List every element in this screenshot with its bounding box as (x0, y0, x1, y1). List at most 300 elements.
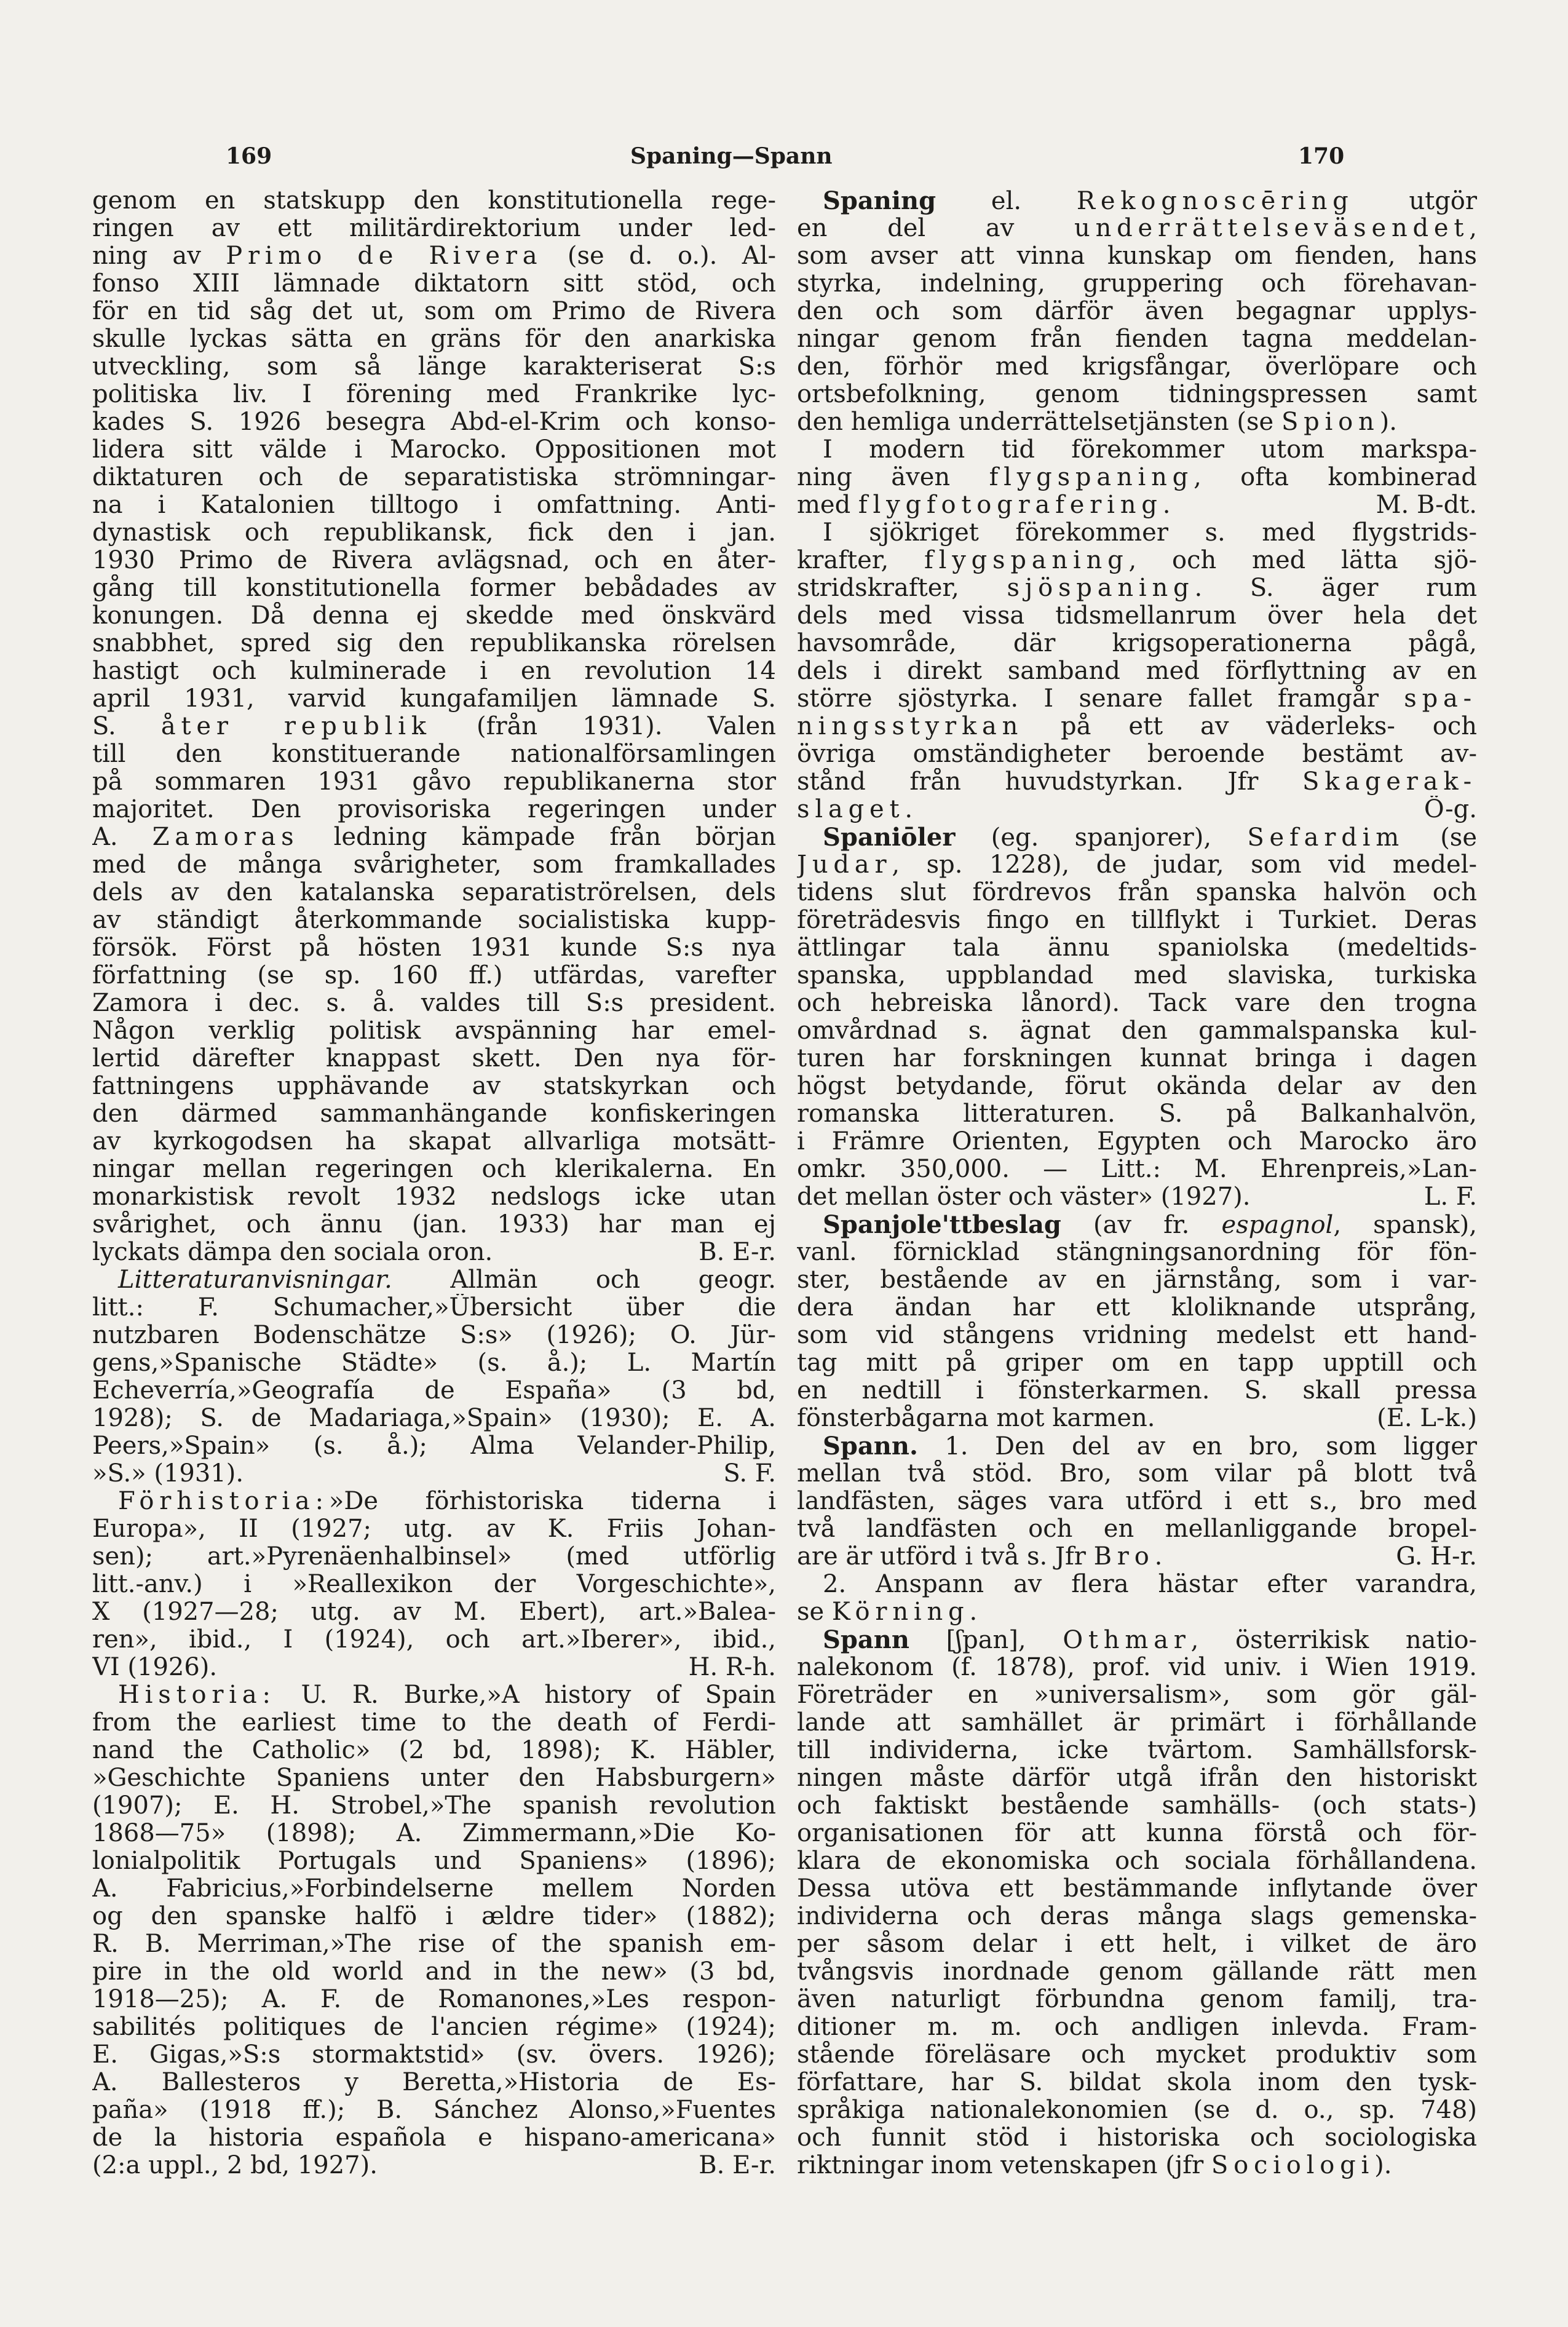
text-run: och hebreiska lånord). Tack vare den trogna (797, 989, 1477, 1017)
text-run: diktaturen och de separatistiska strömningar- (92, 464, 776, 491)
text-line (92, 1128, 776, 1156)
text-line (92, 1571, 776, 1598)
author-signature: (E. L-k.) (1377, 1405, 1477, 1432)
italic-term: Litteraturanvisningar. (118, 1266, 392, 1294)
text-run: ättlingar tala ännu spaniolska (medeltids- (797, 934, 1477, 962)
text-line (797, 1405, 1477, 1432)
text-run: i Främre Orienten, Egypten och Marocko äro (797, 1128, 1477, 1156)
text-run: mellan två stöd. Bro, som vilar på blott två (797, 1460, 1477, 1488)
text-run: tvångsvis inordnade genom gällande rätt men (797, 1958, 1477, 1986)
text-run: , ofta kombinerad (1194, 464, 1477, 491)
text-run: »De förhistoriska tiderna i (328, 1488, 776, 1515)
spaced-term: flygspaning (924, 547, 1129, 574)
text-run: krafter, (797, 547, 924, 574)
text-line (92, 879, 776, 906)
text-run: av ständigt återkommande socialistiska kupp- (92, 906, 776, 934)
text-run: (se (1404, 823, 1477, 851)
article-paragraph (797, 436, 1477, 519)
text-line (92, 381, 776, 408)
article-paragraph (797, 1626, 1477, 2179)
text-line (797, 547, 1477, 574)
text-line (797, 270, 1477, 298)
text-run: större sjöstyrka. I senare fallet framgår (797, 685, 1404, 713)
text-line (797, 1626, 1477, 1654)
text-line (797, 1045, 1477, 1072)
text-line (797, 2124, 1477, 2152)
spaced-term: spa- (1404, 685, 1477, 713)
author-signature: H. R-h. (688, 1654, 776, 1681)
article-paragraph (92, 1266, 776, 1488)
text-line (797, 768, 1477, 796)
author-signature: L. F. (1423, 1183, 1477, 1211)
text-line (797, 1820, 1477, 1847)
text-run: gens,»Spanische Städte» (s. å.); L. Martín (92, 1349, 776, 1377)
text-run: svårighet, och ännu (jan. 1933) har man ej (92, 1211, 776, 1239)
text-run: ). (1374, 2152, 1392, 2179)
text-line (797, 1764, 1477, 1792)
text-run: utveckling, som så länge karakteriserat S:s (92, 353, 776, 381)
text-run: genom en statskupp den konstitutionella rege- (92, 187, 776, 215)
text-run: (se d. o.). Al- (542, 242, 776, 270)
text-run: from the earliest time to the death of Ferdi- (92, 1709, 776, 1737)
text-run: de la historia española e hispano-americana» (92, 2124, 776, 2152)
text-line (797, 1709, 1477, 1737)
text-run: som vid stångens vridning medelst ett hand- (797, 1322, 1477, 1349)
text-line (92, 436, 776, 464)
text-run: till den konstituerande nationalförsamlingen (92, 740, 776, 768)
text-line (797, 2041, 1477, 2069)
text-run: utgör (1353, 187, 1477, 215)
text-line (92, 962, 776, 989)
text-run: snabbhet, spred sig den republikanska rörelsen (92, 630, 776, 657)
text-run: Någon verklig politisk avspänning har emel- (92, 1017, 776, 1045)
text-run: stående föreläsare och mycket produktiv som (797, 2041, 1477, 2069)
text-line (797, 685, 1477, 713)
text-line (92, 2069, 776, 2096)
text-line (797, 1986, 1477, 2013)
text-run: ortsbefolkning, genom tidningspressen samt (797, 381, 1477, 408)
text-run: språkiga nationalekonomien (se d. o., sp. 748) (797, 2096, 1477, 2124)
text-run: »S.» (1931). (92, 1460, 244, 1488)
text-line (797, 2069, 1477, 2096)
text-line (797, 381, 1477, 408)
article-paragraph (797, 1571, 1477, 1626)
text-line (92, 2096, 776, 2124)
text-run: E. Gigas,»S:s stormaktstid» (sv. övers. 1926); (92, 2041, 776, 2069)
text-run: S. (92, 713, 161, 740)
text-line (92, 1377, 776, 1405)
text-run: tidens slut fördrevos från spanska halvön och (797, 879, 1477, 906)
headword: Spanjole'ttbeslag (823, 1211, 1061, 1239)
text-run: individerna och deras många slags gemenska- (797, 1903, 1477, 1930)
spaced-term: Bro (1093, 1543, 1155, 1571)
text-run: konungen. Då denna ej skedde med önskvärd (92, 602, 776, 630)
text-run: ningen måste därför utgå ifrån den historiskt (797, 1764, 1477, 1792)
text-line (92, 1543, 776, 1571)
text-run: A. Fabricius,»Forbindelserne mellem Norden (92, 1875, 776, 1903)
text-line (92, 2124, 776, 2152)
text-run: . S. äger rum (1194, 574, 1477, 602)
text-run: högst betydande, förut okända delar av den (797, 1072, 1477, 1100)
text-line (92, 1488, 776, 1515)
text-line (797, 2096, 1477, 2124)
text-run: författning (se sp. 160 ff.) utfärdas, varefter (92, 962, 776, 989)
article-paragraph (797, 1432, 1477, 1571)
text-run: , sp. 1228), de judar, som vid medel- (892, 851, 1477, 879)
text-run: 1928); S. de Madariaga,»Spain» (1930); E. A. (92, 1405, 776, 1432)
text-line (92, 1100, 776, 1128)
text-line (797, 187, 1477, 215)
text-run: , och med lätta sjö- (1128, 547, 1477, 574)
text-line (92, 2013, 776, 2041)
text-run: landfästen, säges vara utförd i ett s., bro med (797, 1488, 1477, 1515)
text-line (797, 851, 1477, 879)
text-line (797, 1488, 1477, 1515)
text-line (797, 1156, 1477, 1183)
text-line (797, 1958, 1477, 1986)
author-signature: B. E-r. (699, 1239, 776, 1266)
text-line (92, 491, 776, 519)
text-line (797, 1737, 1477, 1764)
text-line (797, 1183, 1477, 1211)
page-number-left: 169 (226, 143, 272, 169)
text-line (797, 1847, 1477, 1875)
text-run: av kyrkogodsen ha skapat allvarliga motsätt- (92, 1128, 776, 1156)
text-run: Peers,»Spain» (s. å.); Alma Velander-Philip, (92, 1432, 776, 1460)
text-line (92, 906, 776, 934)
text-run: dels i direkt samband med förflyttning av en (797, 657, 1477, 685)
text-run: ren», ibid., I (1924), och art.»Iberer», ibid., (92, 1626, 776, 1654)
text-run: »Geschichte Spaniens unter den Habsburgern» (92, 1764, 776, 1792)
text-run: havsområde, där krigsoperationerna pågå, (797, 630, 1477, 657)
text-run: lonialpolitik Portugals und Spaniens» (1896); (92, 1847, 776, 1875)
text-run: lertid därefter knappast skett. Den nya för- (92, 1045, 776, 1072)
text-line (797, 1432, 1477, 1460)
text-line (797, 215, 1477, 242)
text-run: litt.: F. Schumacher,»Übersicht über die (92, 1294, 776, 1322)
spaced-term: Judar (797, 851, 892, 879)
text-line (92, 242, 776, 270)
text-line (797, 602, 1477, 630)
text-run: Echeverría,»Geografía de España» (3 bd, (92, 1377, 776, 1405)
text-run: omkr. 350,000. — Litt.: M. Ehrenpreis,»Lan- (797, 1156, 1477, 1183)
text-line (92, 2041, 776, 2069)
text-run: som avser att vinna kunskap om fienden, hans (797, 242, 1477, 270)
text-run: med (797, 491, 858, 519)
text-run: na i Katalonien tilltogo i omfattning. Anti- (92, 491, 776, 519)
text-run: även naturligt förbundna genom familj, tra- (797, 1986, 1477, 2013)
text-line (92, 1626, 776, 1654)
text-run: klara de ekonomiska och sociala förhållandena. (797, 1847, 1477, 1875)
text-run: Allmän och geogr. (392, 1266, 776, 1294)
text-run: (av fr. (1061, 1211, 1222, 1239)
text-run: till individerna, icke tvärtom. Samhällsforsk- (797, 1737, 1477, 1764)
text-run: övriga omständigheter beroende bestämt av- (797, 740, 1477, 768)
text-line (797, 353, 1477, 381)
text-line (797, 879, 1477, 906)
page-number-right: 170 (1298, 143, 1345, 169)
text-run: den därmed sammanhängande konfiskeringen (92, 1100, 776, 1128)
text-run: fönsterbågarna mot karmen. (797, 1405, 1155, 1432)
text-run: för en tid såg det ut, som om Primo de Rivera (92, 298, 776, 325)
text-line (797, 1460, 1477, 1488)
text-run: fattningens upphävande av statskyrkan och (92, 1072, 776, 1100)
text-run: och funnit stöd i historiska och sociologiska (797, 2124, 1477, 2152)
text-run: fonso XIII lämnade diktatorn sitt stöd, och (92, 270, 776, 298)
text-run: en nedtill i fönsterkarmen. S. skall pressa (797, 1377, 1477, 1405)
text-line (92, 740, 776, 768)
text-run: og den spanske halfö i ældre tider» (1882); (92, 1903, 776, 1930)
text-run: med de många svårigheter, som framkallades (92, 851, 776, 879)
text-line (797, 962, 1477, 989)
text-run: politiska liv. I förening med Frankrike lyc- (92, 381, 776, 408)
text-line (797, 740, 1477, 768)
text-run: riktningar inom vetenskapen (jfr (797, 2152, 1211, 2179)
text-run: R. B. Merriman,»The rise of the spanish em- (92, 1930, 776, 1958)
text-run: VI (1926). (92, 1654, 218, 1681)
text-run: stånd från huvudstyrkan. Jfr (797, 768, 1302, 796)
text-line (92, 768, 776, 796)
text-line (797, 1128, 1477, 1156)
text-line (92, 298, 776, 325)
spaced-term: Historia: (118, 1681, 276, 1709)
text-line (92, 657, 776, 685)
text-run: tag mitt på griper om en tapp upptill och (797, 1349, 1477, 1377)
spaced-term: Spion (1281, 408, 1380, 436)
text-line (797, 1654, 1477, 1681)
text-line (797, 574, 1477, 602)
text-run: april 1931, varvid kungafamiljen lämnade S. (92, 685, 776, 713)
text-run: I sjökriget förekommer s. med flygstrids- (823, 519, 1477, 547)
text-line (797, 1571, 1477, 1598)
text-line (92, 1211, 776, 1239)
text-run: stridskrafter, (797, 574, 1007, 602)
text-line (797, 1239, 1477, 1266)
article-paragraph (797, 823, 1477, 1211)
text-run: två landfästen och en mellanliggande bropel- (797, 1515, 1477, 1543)
text-line (92, 215, 776, 242)
text-run: ringen av ett militärdirektorium under led- (92, 215, 776, 242)
text-run: (eg. spanjorer), (955, 823, 1248, 851)
text-run: . (905, 796, 913, 823)
text-line (92, 1654, 776, 1681)
text-line (797, 989, 1477, 1017)
spaced-term: Zamoras (152, 823, 299, 851)
text-line (92, 1986, 776, 2013)
text-line (92, 408, 776, 436)
text-run: U. R. Burke,»A history of Spain (275, 1681, 776, 1709)
text-line (92, 1709, 776, 1737)
text-line (92, 1405, 776, 1432)
text-line (797, 298, 1477, 325)
text-run: nalekonom (f. 1878), prof. vid univ. i Wien 1919. (797, 1654, 1477, 1681)
text-run: den hemliga underrättelsetjänsten (se (797, 408, 1281, 436)
text-line (797, 713, 1477, 740)
text-run: se (797, 1598, 832, 1626)
spaced-term: flygfotografering (858, 491, 1163, 519)
text-run: den, förhör med krigsfångar, överlöpare och (797, 353, 1477, 381)
text-line (797, 1543, 1477, 1571)
spaced-term: slaget (797, 796, 905, 823)
headword: Spann (823, 1626, 909, 1654)
text-line (797, 2152, 1477, 2179)
text-line (797, 1681, 1477, 1709)
spaced-term: Förhistoria: (118, 1488, 329, 1515)
headword: Spaniōler (823, 823, 956, 851)
article-paragraph (797, 519, 1477, 823)
text-line (92, 1737, 776, 1764)
text-line (92, 1930, 776, 1958)
text-run: 2. Anspann av flera hästar efter varandra, (823, 1571, 1477, 1598)
text-line (92, 1903, 776, 1930)
text-line (797, 1266, 1477, 1294)
text-line (92, 1515, 776, 1543)
text-run: 1930 Primo de Rivera avlägsnad, och en åter- (92, 547, 776, 574)
text-run: paña» (1918 ff.); B. Sánchez Alonso,»Fuentes (92, 2096, 776, 2124)
text-run: skulle lyckas sätta en gräns för den anarkiska (92, 325, 776, 353)
text-line (797, 325, 1477, 353)
text-line (92, 1239, 776, 1266)
article-paragraph (92, 1681, 776, 2179)
text-run: ster, bestående av en järnstång, som i var- (797, 1266, 1477, 1294)
text-line (797, 1515, 1477, 1543)
text-line (797, 1294, 1477, 1322)
text-run: på ett av väderleks- och (1023, 713, 1477, 740)
text-run: nutzbaren Bodenschätze S:s» (1926); O. Jür- (92, 1322, 776, 1349)
text-run: organisationen för att kunna förstå och för- (797, 1820, 1477, 1847)
text-run: försök. Först på hösten 1931 kunde S:s nya (92, 934, 776, 962)
text-run: lyckats dämpa den sociala oron. (92, 1239, 493, 1266)
text-run: (från 1931). Valen (431, 713, 776, 740)
text-line (797, 657, 1477, 685)
text-line (92, 1432, 776, 1460)
spaced-term: Skagerak- (1302, 768, 1477, 796)
text-line (797, 630, 1477, 657)
text-run: Europa», II (1927; utg. av K. Friis Johan- (92, 1515, 776, 1543)
article-paragraph (92, 187, 776, 1266)
italic-term: espagnol (1221, 1211, 1334, 1239)
text-line (797, 464, 1477, 491)
text-line (92, 1598, 776, 1626)
text-line (797, 796, 1477, 823)
text-line (92, 989, 776, 1017)
text-line (797, 242, 1477, 270)
text-line (92, 547, 776, 574)
spaced-term: flygspaning (989, 464, 1194, 491)
text-line (797, 2013, 1477, 2041)
text-run: på sommaren 1931 gåvo republikanerna stor (92, 768, 776, 796)
text-run: monarkistisk revolt 1932 nedslogs icke utan (92, 1183, 776, 1211)
text-line (92, 1072, 776, 1100)
text-line (92, 270, 776, 298)
text-line (797, 1100, 1477, 1128)
text-run: hastigt och kulminerade i en revolution 14 (92, 657, 776, 685)
text-line (92, 1958, 776, 1986)
text-run: den och som därför även begagnar upplys- (797, 298, 1477, 325)
text-run: 1868—75» (1898); A. Zimmermann,»Die Ko- (92, 1820, 776, 1847)
text-line (797, 1903, 1477, 1930)
text-line (92, 1183, 776, 1211)
text-run: per såsom delar i ett helt, i vilket de äro (797, 1930, 1477, 1958)
text-line (797, 1017, 1477, 1045)
text-run: ledning kämpade från början (299, 823, 776, 851)
text-line (92, 187, 776, 215)
running-title: Spaning—Spann (630, 143, 833, 169)
spaced-term: Othmar (1063, 1626, 1191, 1654)
text-run: A. (92, 823, 152, 851)
text-line (797, 491, 1477, 519)
spaced-term: åter republik (160, 713, 432, 740)
text-line (797, 1072, 1477, 1100)
text-line (797, 823, 1477, 851)
text-run: gång till konstitutionella former bebådades av (92, 574, 776, 602)
text-line (92, 1294, 776, 1322)
text-run: sabilités politiques de l'ancien régime» (1924); (92, 2013, 776, 2041)
article-paragraph (92, 1488, 776, 1681)
text-run: 1. Den del av en bro, som ligger (917, 1432, 1477, 1460)
text-run: are är utförd i två s. Jfr (797, 1543, 1094, 1571)
text-line (797, 1792, 1477, 1820)
text-line (92, 1875, 776, 1903)
author-signature: B. E-r. (699, 2152, 776, 2179)
text-run: dels av den katalanska separatiströrelsen, dels (92, 879, 776, 906)
article-paragraph (797, 187, 1477, 436)
text-line (92, 574, 776, 602)
text-run: ningar mellan regeringen och klerikalerna. En (92, 1156, 776, 1183)
text-line (92, 1460, 776, 1488)
text-run: och faktiskt bestående samhälls- (och stats-) (797, 1792, 1477, 1820)
text-line (92, 325, 776, 353)
text-line (92, 1156, 776, 1183)
text-run: lande att samhället är primärt i förhållande (797, 1709, 1477, 1737)
spaced-term: Körning (831, 1598, 970, 1626)
text-run: el. (936, 187, 1077, 215)
headword: Spaning (823, 187, 936, 215)
text-run: , spansk), (1333, 1211, 1477, 1239)
text-line (797, 1349, 1477, 1377)
text-line (92, 2152, 776, 2179)
text-line (92, 1322, 776, 1349)
text-run: Zamora i dec. s. å. valdes till S:s president. (92, 989, 776, 1017)
text-line (797, 1598, 1477, 1626)
text-run: litt.-anv.) i »Reallexikon der Vorgeschichte», (92, 1571, 776, 1598)
text-line (92, 464, 776, 491)
text-line (797, 1322, 1477, 1349)
text-line (92, 1847, 776, 1875)
text-line (92, 1045, 776, 1072)
text-line (797, 436, 1477, 464)
author-signature: G. H-r. (1396, 1543, 1477, 1571)
text-line (92, 1792, 776, 1820)
text-run: ditioner m. m. och andligen inlevda. Fram- (797, 2013, 1477, 2041)
text-line (92, 1349, 776, 1377)
text-run: romanska litteraturen. S. på Balkanhalvön, (797, 1100, 1477, 1128)
text-run: (2:a uppl., 2 bd, 1927). (92, 2152, 378, 2179)
text-line (92, 851, 776, 879)
text-run: ningar genom från fienden tagna meddelan- (797, 325, 1477, 353)
text-run: dels med vissa tidsmellanrum över hela det (797, 602, 1477, 630)
text-line (92, 602, 776, 630)
text-line (797, 1875, 1477, 1903)
text-run: , österrikisk natio- (1190, 1626, 1477, 1654)
text-line (92, 630, 776, 657)
text-run: X (1927—28; utg. av M. Ebert), art.»Balea- (92, 1598, 776, 1626)
text-run: Företräder en »universalism», som gör gäl- (797, 1681, 1477, 1709)
text-line (92, 823, 776, 851)
text-line (797, 934, 1477, 962)
text-line (92, 1017, 776, 1045)
text-run: pire in the old world and in the new» (3 bd, (92, 1958, 776, 1986)
